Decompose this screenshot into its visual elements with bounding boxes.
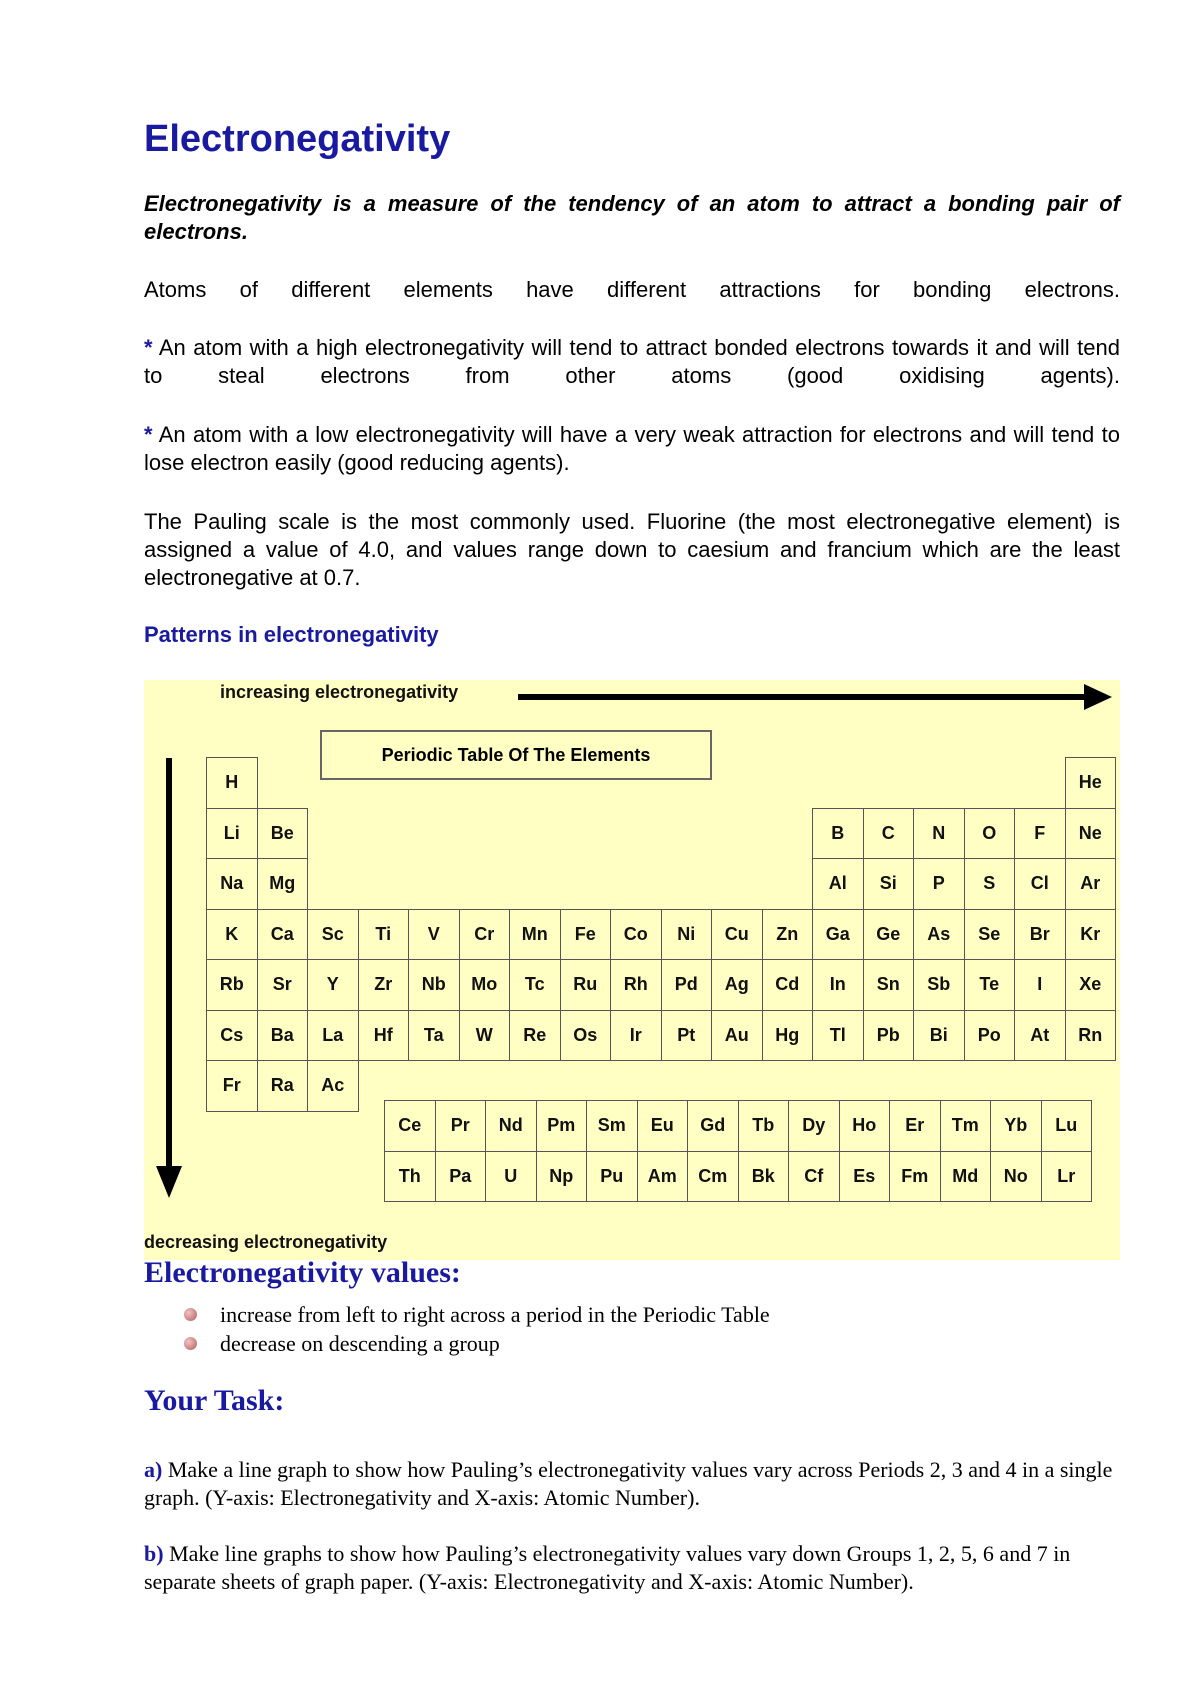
element-cell: Ra [257, 1060, 309, 1112]
periodic-table-figure [144, 680, 1120, 1260]
element-cell: Si [863, 858, 915, 910]
arrow-right-icon [1084, 684, 1112, 710]
element-cell: Sc [307, 909, 359, 961]
decreasing-label: decreasing electronegativity [144, 1232, 388, 1252]
bullet-dot-icon [184, 1337, 197, 1350]
element-cell: Eu [637, 1100, 689, 1152]
element-cell: As [913, 909, 965, 961]
element-cell: Es [839, 1151, 891, 1203]
element-cell: Hg [762, 1010, 814, 1062]
element-cell: Fe [560, 909, 612, 961]
paragraph-attractions: Atoms of different elements have different attractions for bonding electrons. [144, 277, 1120, 302]
element-cell: Pb [863, 1010, 915, 1062]
arrow-down-icon [156, 1166, 182, 1198]
element-cell: F [1014, 808, 1066, 860]
element-cell: Fr [206, 1060, 258, 1112]
element-cell: Xe [1065, 959, 1117, 1011]
element-cell: He [1065, 757, 1117, 809]
element-cell: Os [560, 1010, 612, 1062]
element-cell: N [913, 808, 965, 860]
element-cell: Fm [889, 1151, 941, 1203]
element-cell: W [459, 1010, 511, 1062]
element-cell: Ir [610, 1010, 662, 1062]
element-cell: Sn [863, 959, 915, 1011]
element-cell: Th [384, 1151, 436, 1203]
element-cell: Ca [257, 909, 309, 961]
element-cell: Cl [1014, 858, 1066, 910]
element-cell: Bk [738, 1151, 790, 1203]
element-cell: Zn [762, 909, 814, 961]
list-item: increase from left to right across a period in the Periodic Table [184, 1300, 770, 1329]
element-cell: Al [812, 858, 864, 910]
element-cell: La [307, 1010, 359, 1062]
element-cell: Sr [257, 959, 309, 1011]
element-cell: Bi [913, 1010, 965, 1062]
element-cell: Cs [206, 1010, 258, 1062]
element-cell: Ge [863, 909, 915, 961]
element-cell: Te [964, 959, 1016, 1011]
element-cell: Kr [1065, 909, 1117, 961]
element-cell: No [990, 1151, 1042, 1203]
element-cell: Re [509, 1010, 561, 1062]
element-cell: Nd [485, 1100, 537, 1152]
element-cell: Ni [661, 909, 713, 961]
element-cell: At [1014, 1010, 1066, 1062]
paragraph-low-electronegativity [144, 421, 1120, 477]
paragraph-pauling-scale: The Pauling scale is the most commonly used. Fluorine (the most electronegative element) is assigned a value of 4.0, and values range down to caesium and francium which are the least electronegative at 0.7. [144, 509, 1120, 590]
element-cell: Pr [435, 1100, 487, 1152]
element-cell: Pt [661, 1010, 713, 1062]
element-cell: Li [206, 808, 258, 860]
element-cell: S [964, 858, 1016, 910]
element-cell: Pa [435, 1151, 487, 1203]
element-cell: In [812, 959, 864, 1011]
element-cell: Ac [307, 1060, 359, 1112]
element-cell: Pd [661, 959, 713, 1011]
element-cell: Rb [206, 959, 258, 1011]
element-cell: Dy [788, 1100, 840, 1152]
element-cell: Cm [687, 1151, 739, 1203]
element-cell: Md [940, 1151, 992, 1203]
paragraph-high-electronegativity [144, 334, 1120, 390]
element-cell: O [964, 808, 1016, 860]
element-cell: Lu [1041, 1100, 1093, 1152]
task-b: b) Make line graphs to show how Pauling’s electronegativity values vary down Groups 1, 2, 5, 6 and 7 in separate sheets of graph paper. (Y-axis: Electronegativity and X-axis: Atomic Number). [144, 1541, 1071, 1594]
bullet-dot-icon [184, 1308, 197, 1321]
element-cell: Tc [509, 959, 561, 1011]
element-cell: Be [257, 808, 309, 860]
element-cell: Mo [459, 959, 511, 1011]
element-cell: Yb [990, 1100, 1042, 1152]
element-cell: Sb [913, 959, 965, 1011]
element-cell: Nb [408, 959, 460, 1011]
element-cell: Mn [509, 909, 561, 961]
element-cell: Tb [738, 1100, 790, 1152]
element-cell: Ga [812, 909, 864, 961]
element-cell: Po [964, 1010, 1016, 1062]
definition-text: Electronegativity is a measure of the tendency of an atom to attract a bonding pair of electrons. [144, 191, 1120, 244]
element-cell: P [913, 858, 965, 910]
increasing-arrow-shaft [518, 694, 1088, 700]
element-cell: Ta [408, 1010, 460, 1062]
element-cell: Cd [762, 959, 814, 1011]
bullet-star: * [144, 422, 153, 447]
task-b-label: b) [144, 1541, 164, 1566]
task-a: a) Make a line graph to show how Pauling’s electronegativity values vary across Periods 2, 3 and 4 in a single graph. (Y-axis: Electronegativity and X-axis: Atomic Number). [144, 1457, 1113, 1510]
element-cell: Tm [940, 1100, 992, 1152]
element-cell: U [485, 1151, 537, 1203]
element-cell: Na [206, 858, 258, 910]
values-heading: Electronegativity values: [144, 1256, 461, 1289]
element-cell: Cr [459, 909, 511, 961]
element-cell: Er [889, 1100, 941, 1152]
element-cell: Am [637, 1151, 689, 1203]
periodic-table-title: Periodic Table Of The Elements [320, 730, 712, 780]
patterns-heading: Patterns in electronegativity [144, 622, 439, 647]
element-cell: Se [964, 909, 1016, 961]
element-cell: Sm [586, 1100, 638, 1152]
element-cell: Y [307, 959, 359, 1011]
increasing-label: increasing electronegativity [220, 682, 459, 702]
element-cell: Ne [1065, 808, 1117, 860]
list-item: decrease on descending a group [184, 1329, 770, 1358]
element-cell: Hf [358, 1010, 410, 1062]
element-cell: Pu [586, 1151, 638, 1203]
values-bullet-list [184, 1300, 770, 1358]
element-cell: Ti [358, 909, 410, 961]
element-cell: Ba [257, 1010, 309, 1062]
element-cell: V [408, 909, 460, 961]
element-cell: Mg [257, 858, 309, 910]
task-a-label: a) [144, 1457, 163, 1482]
element-cell: Br [1014, 909, 1066, 961]
element-cell: Lr [1041, 1151, 1093, 1203]
element-cell: Rh [610, 959, 662, 1011]
element-cell: Zr [358, 959, 410, 1011]
decreasing-arrow-shaft [166, 758, 172, 1172]
element-cell: Gd [687, 1100, 739, 1152]
element-cell: I [1014, 959, 1066, 1011]
paragraph-high-text: An atom with a high electronegativity will tend to attract bonded electrons towards it and will tend to steal electrons from other atoms (good oxidising agents). [144, 335, 1120, 388]
element-cell: Au [711, 1010, 763, 1062]
element-cell: Pm [536, 1100, 588, 1152]
element-cell: Ru [560, 959, 612, 1011]
element-cell: H [206, 757, 258, 809]
element-cell: Cf [788, 1151, 840, 1203]
element-cell: Cu [711, 909, 763, 961]
task-heading: Your Task: [144, 1384, 285, 1417]
element-cell: Tl [812, 1010, 864, 1062]
element-cell: Rn [1065, 1010, 1117, 1062]
element-cell: Ho [839, 1100, 891, 1152]
element-cell: Ag [711, 959, 763, 1011]
page-title: Electronegativity [144, 118, 451, 160]
element-cell: Ce [384, 1100, 436, 1152]
element-cell: Np [536, 1151, 588, 1203]
bullet-star: * [144, 335, 153, 360]
element-cell: Ar [1065, 858, 1117, 910]
paragraph-low-text: An atom with a low electronegativity will have a very weak attraction for electrons and will tend to lose electron easily (good reducing agents). [144, 422, 1120, 475]
element-cell: K [206, 909, 258, 961]
element-cell: C [863, 808, 915, 860]
element-cell: B [812, 808, 864, 860]
element-cell: Co [610, 909, 662, 961]
